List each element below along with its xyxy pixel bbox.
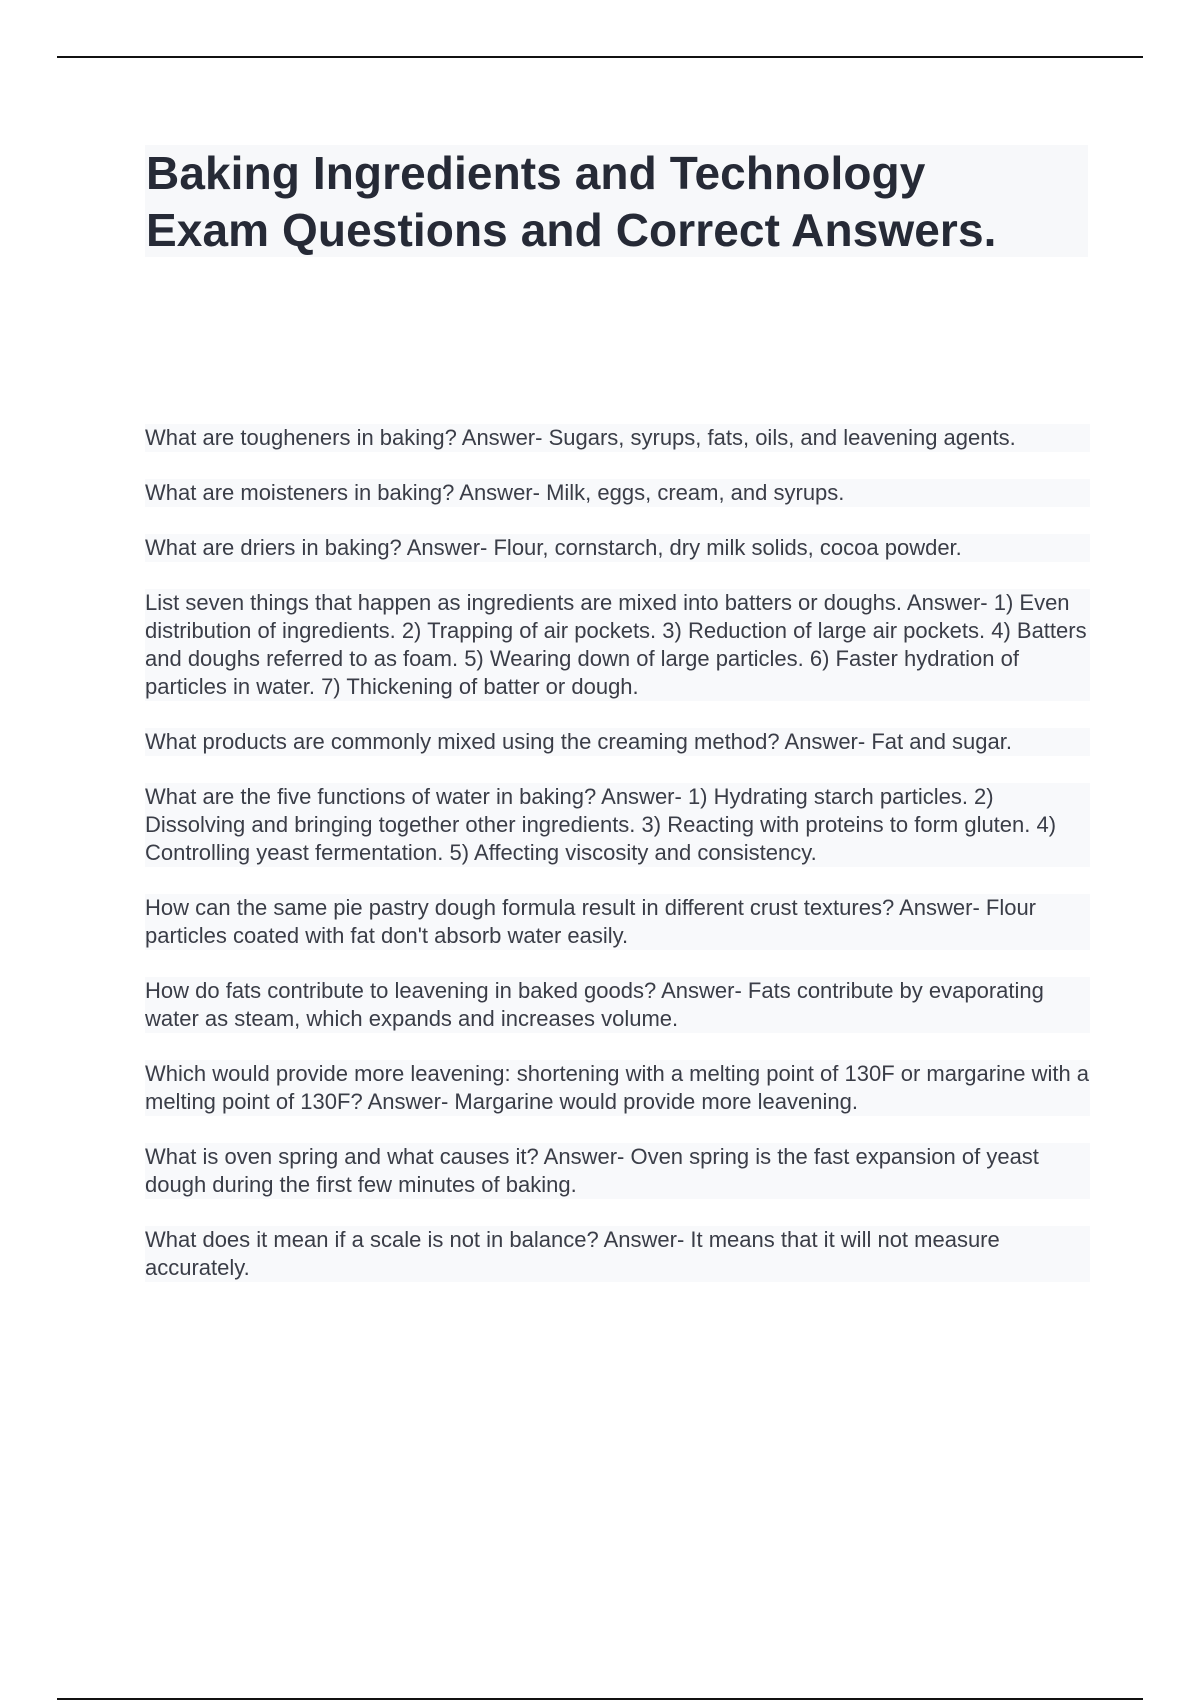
qa-item: How do fats contribute to leavening in baked goods? Answer- Fats contribute by evaporating water as steam, which expands and increases volume. <box>145 977 1090 1033</box>
qa-item: What is oven spring and what causes it? Answer- Oven spring is the fast expansion of yeast dough during the first few minutes of baking. <box>145 1143 1090 1199</box>
qa-list <box>145 424 1090 1309</box>
qa-item: What products are commonly mixed using the creaming method? Answer- Fat and sugar. <box>145 728 1090 756</box>
qa-item: What are the five functions of water in baking? Answer- 1) Hydrating starch particles. 2) Dissolving and bringing together other ingredients. 3) Reacting with proteins to form gluten. 4) Controlling yeast fermentation. 5) Affecting viscosity and consistency. <box>145 783 1090 867</box>
qa-item: What does it mean if a scale is not in balance? Answer- It means that it will not measure accurately. <box>145 1226 1090 1282</box>
qa-item: Which would provide more leavening: shortening with a melting point of 130F or margarine with a melting point of 130F? Answer- Margarine would provide more leavening. <box>145 1061 1090 1114</box>
title-line-2: Exam Questions and Correct Answers. <box>146 204 997 256</box>
qa-item: What are tougheners in baking? Answer- Sugars, syrups, fats, oils, and leavening agents. <box>145 424 1090 452</box>
title-line-1: Baking Ingredients and Technology <box>146 147 926 199</box>
qa-item: List seven things that happen as ingredients are mixed into batters or doughs. Answer- 1) Even distribution of ingredients. 2) Trapping of air pockets. 3) Reduction of large air pockets. 4) Batters and doughs referred to as foam. 5) Wearing down of large particles. 6) Faster hydration of particles in water. 7) Thickening of batter or dough. <box>145 589 1090 701</box>
qa-item: How can the same pie pastry dough formula result in different crust textures? Answer- Flour particles coated with fat don't absorb water easily. <box>145 894 1090 950</box>
page-title <box>145 145 1088 259</box>
title-block <box>145 145 1088 257</box>
qa-item: What are moisteners in baking? Answer- Milk, eggs, cream, and syrups. <box>145 479 1090 507</box>
qa-item: What are driers in baking? Answer- Flour, cornstarch, dry milk solids, cocoa powder. <box>145 534 1090 562</box>
top-rule <box>57 56 1143 58</box>
